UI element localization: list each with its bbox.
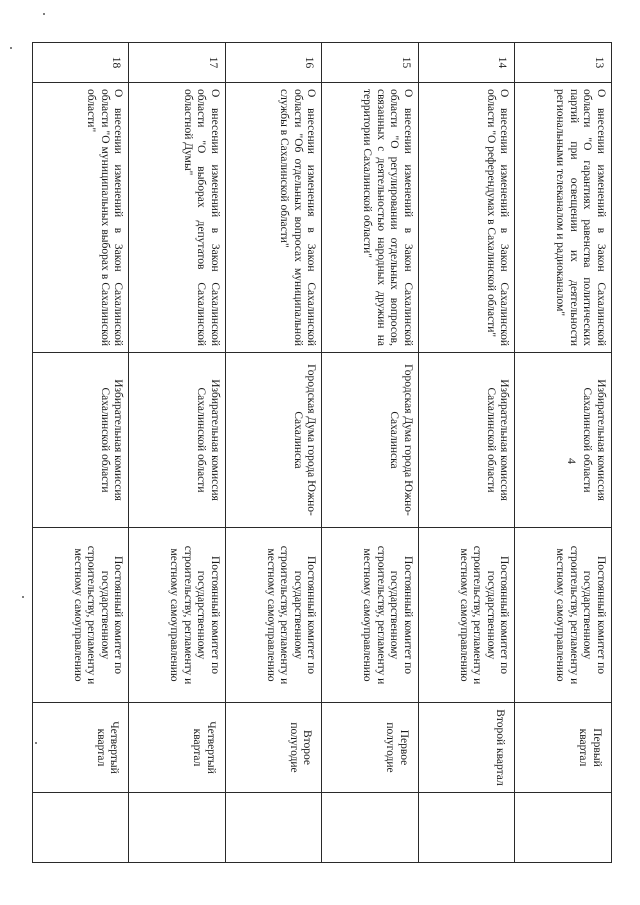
scan-speck bbox=[43, 13, 45, 15]
empty-cell bbox=[419, 793, 516, 863]
period-cell: Второе полугодие bbox=[226, 703, 323, 793]
table-row bbox=[33, 43, 130, 863]
initiator-cell: Избирательная комиссия Сахалинской области bbox=[129, 353, 226, 528]
empty-cell bbox=[515, 793, 612, 863]
bill-title-cell: О внесении изменения в Закон Сахалинской области "Об отдельных вопросах муниципальной службы в Сахалинской области" bbox=[226, 83, 323, 353]
empty-cell bbox=[322, 793, 419, 863]
row-number-cell: 16 bbox=[226, 43, 323, 83]
committee-cell: Постоянный комитет по государственному строительству, регламенту и местному самоуправлению bbox=[33, 528, 130, 703]
committee-cell: Постоянный комитет по государственному строительству, регламенту и местному самоуправлению bbox=[226, 528, 323, 703]
committee-cell: Постоянный комитет по государственному строительству, регламенту и местному самоуправлению bbox=[419, 528, 516, 703]
bill-title-cell: О внесении изменений в Закон Сахалинской области "О выборах депутатов Сахалинской областной Думы" bbox=[129, 83, 226, 353]
table-row bbox=[226, 43, 323, 863]
bill-title-cell: О внесении изменений в Закон Сахалинской области "О муниципальных выборах в Сахалинской области" bbox=[33, 83, 130, 353]
initiator-cell: Избирательная комиссия Сахалинской области bbox=[33, 353, 130, 528]
row-number-cell: 15 bbox=[322, 43, 419, 83]
scan-speck bbox=[22, 596, 24, 598]
row-number-cell: 18 bbox=[33, 43, 130, 83]
row-number-cell: 17 bbox=[129, 43, 226, 83]
empty-cell bbox=[129, 793, 226, 863]
initiator-cell: Городская Дума города Южно-Сахалинска bbox=[226, 353, 323, 528]
initiator-cell: Избирательная комиссия Сахалинской области bbox=[419, 353, 516, 528]
bill-title-cell: О внесении изменений в Закон Сахалинской области "О гарантиях равенства политических партий при освещении их деятельности региональными телеканалом и радиоканалом" bbox=[515, 83, 612, 353]
table-row bbox=[129, 43, 226, 863]
committee-cell: Постоянный комитет по государственному строительству, регламенту и местному самоуправлению bbox=[515, 528, 612, 703]
period-cell: Четвертый квартал bbox=[33, 703, 130, 793]
empty-cell bbox=[33, 793, 130, 863]
rotated-page-content bbox=[32, 42, 612, 862]
page-number: 4 bbox=[565, 458, 579, 464]
table-row bbox=[419, 43, 516, 863]
initiator-cell: Избирательная комиссия Сахалинской области bbox=[515, 353, 612, 528]
empty-cell bbox=[226, 793, 323, 863]
bill-title-cell: О внесении изменений в Закон Сахалинской области "О референдумах в Сахалинской области" bbox=[419, 83, 516, 353]
initiator-cell: Городская Дума города Южно-Сахалинска bbox=[322, 353, 419, 528]
period-cell: Второй квартал bbox=[419, 703, 516, 793]
committee-cell: Постоянный комитет по государственному строительству, регламенту и местному самоуправлению bbox=[322, 528, 419, 703]
row-number-cell: 13 bbox=[515, 43, 612, 83]
table-row bbox=[322, 43, 419, 863]
committee-cell: Постоянный комитет по государственному строительству, регламенту и местному самоуправлению bbox=[129, 528, 226, 703]
period-cell: Четвертый квартал bbox=[129, 703, 226, 793]
row-number-cell: 14 bbox=[419, 43, 516, 83]
table-row bbox=[515, 43, 612, 863]
bill-title-cell: О внесении изменений в Закон Сахалинской области "О регулировании отдельных вопросов, связанных с деятельностью народных дружин на территории Сахалинской области" bbox=[322, 83, 419, 353]
period-cell: Первое полугодие bbox=[322, 703, 419, 793]
legislative-plan-table bbox=[32, 42, 612, 863]
scan-speck bbox=[10, 47, 12, 49]
period-cell: Первый квартал bbox=[515, 703, 612, 793]
